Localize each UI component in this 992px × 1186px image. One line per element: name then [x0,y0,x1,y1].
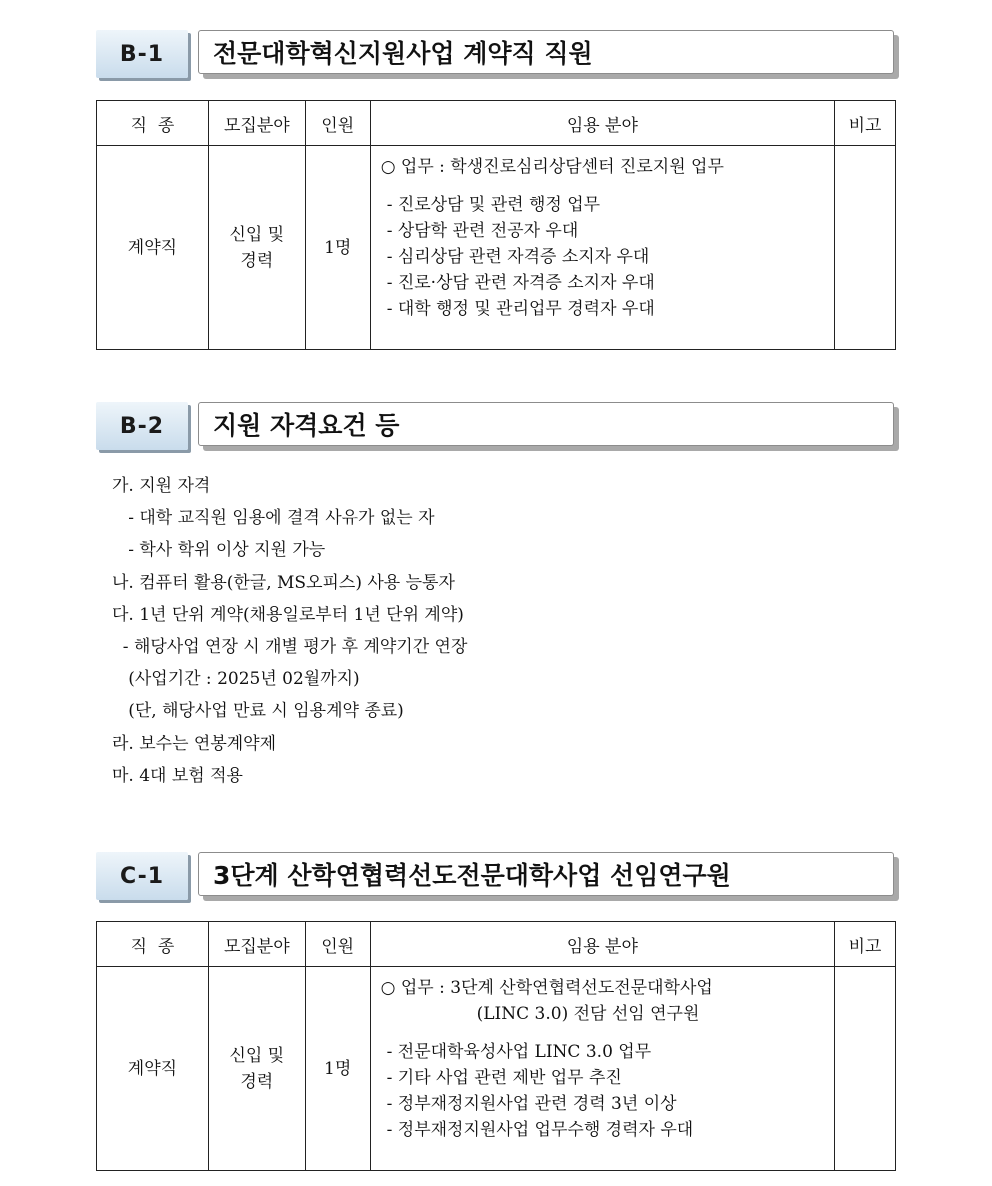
cell-headcount: 1명 [305,967,370,1171]
duty-item: - 대학 행정 및 관리업무 경력자 우대 [386,299,655,319]
header-duties: 임용 분야 [370,101,834,146]
duty-item: - 심리상담 관련 자격증 소지자 우대 [386,247,650,267]
cell-duties [370,146,834,350]
requirement-line: (사업기간 : 2025년 02월까지) [112,669,360,690]
field-line: 신입 및 [229,224,285,245]
duty-item: - 정부재정지원사업 관련 경력 3년 이상 [386,1094,677,1114]
requirements-list [112,470,467,792]
section-badge: C-1 [96,852,188,900]
section-header-b1 [96,30,902,80]
duty-main-continued: (LINC 3.0) 전담 선임 연구원 [476,1004,700,1024]
header-note: 비고 [835,922,896,967]
header-headcount: 인원 [305,922,370,967]
duty-main: ○ 업무 : 3단계 산학연협력선도전문대학사업 [380,978,713,998]
cell-field [208,146,305,350]
duty-item: - 기타 사업 관련 제반 업무 추진 [386,1068,622,1088]
duty-item: - 진로·상담 관련 자격증 소지자 우대 [386,273,655,293]
field-line: 경력 [240,250,274,271]
requirement-line: 나. 컴퓨터 활용(한글, MS오피스) 사용 능통자 [112,572,455,593]
header-job-type: 직 종 [97,101,209,146]
header-note: 비고 [835,101,896,146]
section-badge: B-1 [96,30,188,78]
duty-item: - 정부재정지원사업 업무수행 경력자 우대 [386,1120,694,1140]
cell-field [208,967,305,1171]
requirement-line: - 학사 학위 이상 지원 가능 [112,540,326,561]
field-line: 신입 및 [229,1045,285,1066]
requirement-line: 마. 4대 보험 적용 [112,765,243,786]
header-field: 모집분야 [208,922,305,967]
table-row [97,146,896,350]
duty-item: - 진로상담 및 관련 행정 업무 [386,195,601,215]
header-duties: 임용 분야 [370,922,834,967]
section-badge: B-2 [96,402,188,450]
job-table-b1 [96,100,896,350]
requirement-line: - 대학 교직원 임용에 결격 사유가 없는 자 [112,508,435,529]
table-header-row [97,922,896,967]
requirement-line: 라. 보수는 연봉계약제 [112,733,277,754]
requirement-line: - 해당사업 연장 시 개별 평가 후 계약기간 연장 [112,637,468,658]
section-header-b2 [96,402,902,452]
section-title: 3단계 산학연협력선도전문대학사업 선임연구원 [198,852,894,896]
cell-note [835,967,896,1171]
header-job-type: 직 종 [97,922,209,967]
job-table-c1 [96,921,896,1171]
field-line: 경력 [240,1071,274,1092]
duty-main: ○ 업무 : 학생진로심리상담센터 진로지원 업무 [380,157,724,177]
cell-note [835,146,896,350]
cell-headcount: 1명 [305,146,370,350]
duty-item: - 상담학 관련 전공자 우대 [386,221,579,241]
cell-job-type: 계약직 [97,967,209,1171]
section-title: 지원 자격요건 등 [198,402,894,446]
requirement-line: (단, 해당사업 만료 시 임용계약 종료) [112,701,404,722]
table-header-row [97,101,896,146]
header-field: 모집분야 [208,101,305,146]
header-headcount: 인원 [305,101,370,146]
cell-duties [370,967,834,1171]
section-title: 전문대학혁신지원사업 계약직 직원 [198,30,894,74]
cell-job-type: 계약직 [97,146,209,350]
requirement-line: 가. 지원 자격 [112,476,211,496]
requirement-line: 다. 1년 단위 계약(채용일로부터 1년 단위 계약) [112,604,464,625]
duty-item: - 전문대학육성사업 LINC 3.0 업무 [386,1042,652,1062]
table-row [97,967,896,1171]
section-header-c1 [96,852,902,902]
